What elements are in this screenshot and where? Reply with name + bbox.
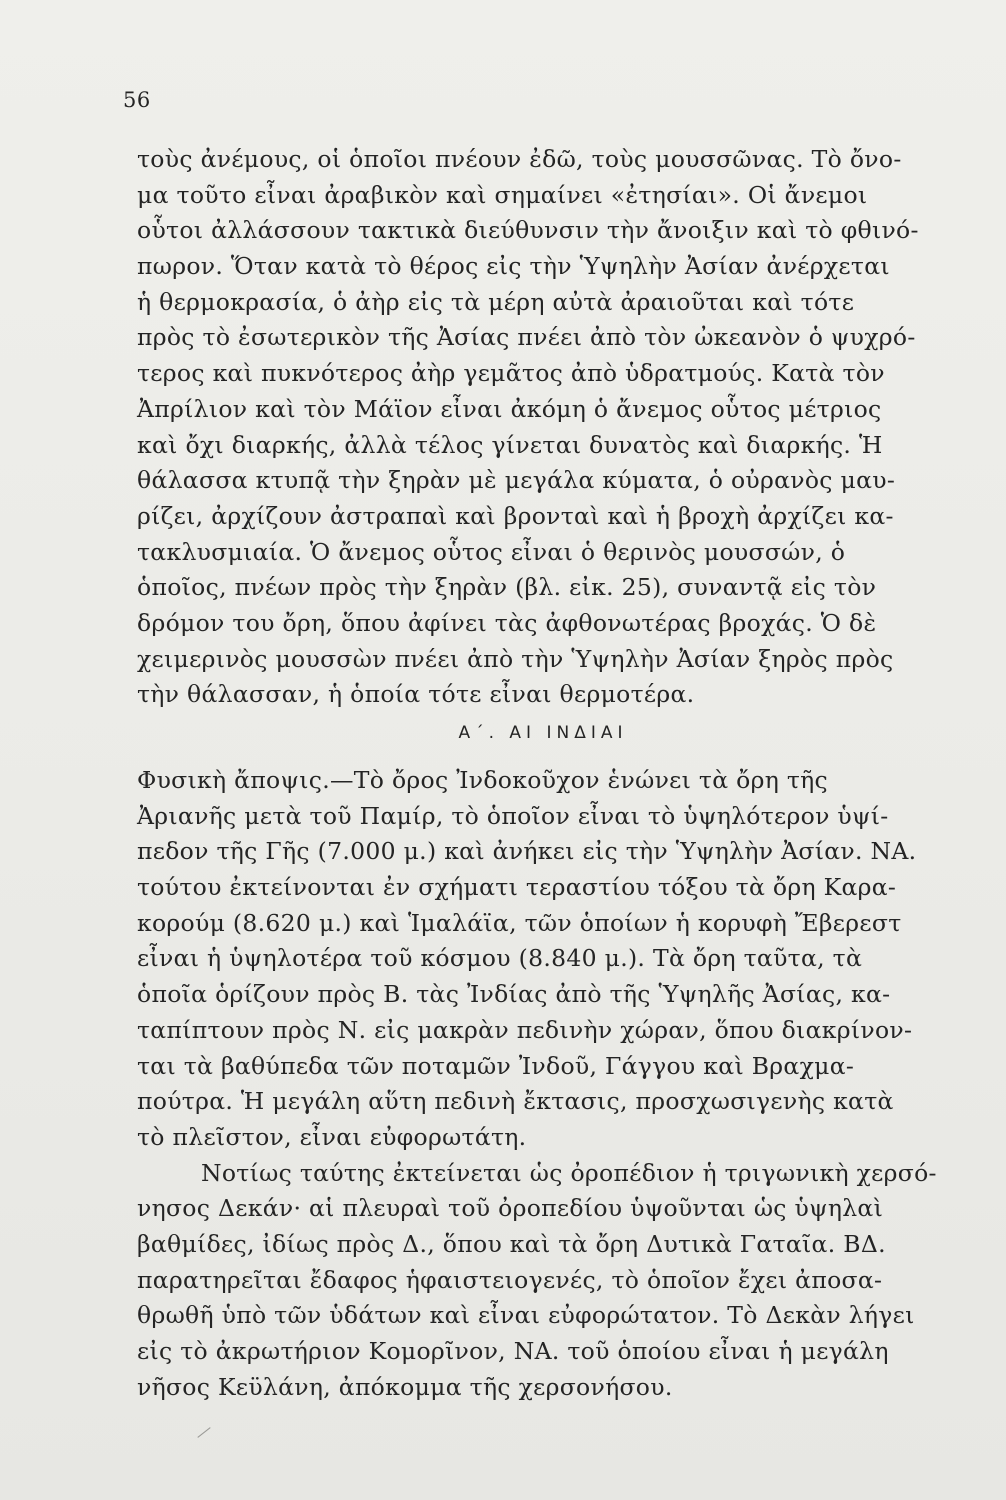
text-line: Ἀπρίλιον καὶ τὸν Μάϊον εἶναι ἀκόμη ὁ ἄνεμος οὗτος μέτριος [137, 394, 882, 423]
text-line: καὶ ὄχι διαρκής, ἀλλὰ τέλος γίνεται δυνατὸς καὶ διαρκής. Ἡ [137, 430, 883, 459]
scan-mark [197, 1427, 210, 1438]
text-line: εἶναι ἡ ὑψηλοτέρα τοῦ κόσμου (8.840 μ.). Τὰ ὄρη ταῦτα, τὰ [137, 944, 863, 973]
text-line: τακλυσμιαία. Ὁ ἄνεμος οὗτος εἶναι ὁ θερινὸς μουσσών, ὁ [137, 537, 846, 566]
text-line: μα τοῦτο εἶναι ἀραβικὸν καὶ σημαίνει «ἐτησίαι». Οἱ ἄνεμοι [137, 180, 868, 209]
text-line: τοὺς ἀνέμους, οἱ ὁποῖοι πνέουν ἐδῶ, τοὺς μουσσῶνας. Τὸ ὄνο- [137, 145, 902, 173]
paragraph-monsoons [137, 142, 952, 713]
text-line: τὸ πλεῖστον, εἶναι εὐφορωτάτη. [137, 1122, 527, 1151]
text-line: βαθμίδες, ἰδίως πρὸς Δ., ὅπου καὶ τὰ ὄρη Δυτικὰ Γαταῖα. ΒΔ. [137, 1229, 886, 1258]
text-line: νῆσος Κεϋλάνη, ἀπόκομμα τῆς χερσονήσου. [137, 1372, 673, 1401]
text-line: πρὸς τὸ ἐσωτερικὸν τῆς Ἀσίας πνέει ἀπὸ τὸν ὠκεανὸν ὁ ψυχρό- [137, 323, 916, 352]
text-line: χειμερινὸς μουσσὼν πνέει ἀπὸ τὴν Ὑψηλὴν Ἀσίαν ξηρὸς πρὸς [137, 644, 894, 673]
text-line: παρατηρεῖται ἔδαφος ἡφαιστειογενές, τὸ ὁποῖον ἔχει ἀποσα- [137, 1265, 883, 1294]
text-line: θάλασσα κτυπᾷ τὴν ξηρὰν μὲ μεγάλα κύματα, ὁ οὐρανὸς μαυ- [137, 466, 896, 495]
text-line: πεδον τῆς Γῆς (7.000 μ.) καὶ ἀνήκει εἰς τὴν Ὑψηλὴν Ἀσίαν. ΝΑ. [137, 837, 917, 866]
text-line: τὴν θάλασσαν, ἡ ὁποία τότε εἶναι θερμοτέρα. [137, 680, 695, 709]
text-line: νησος Δεκάν· αἱ πλευραὶ τοῦ ὀροπεδίου ὑψοῦνται ὡς ὑψηλαὶ [137, 1194, 884, 1223]
text-line: κορούμ (8.620 μ.) καὶ Ἱμαλάϊα, τῶν ὁποίων ἡ κορυφὴ Ἔβερεστ [137, 908, 902, 937]
text-line: Ἀριανῆς μετὰ τοῦ Παμίρ, τὸ ὁποῖον εἶναι τὸ ὑψηλότερον ὑψί- [137, 801, 889, 830]
text-line: εἰς τὸ ἀκρωτήριον Κομορῖνον, ΝΑ. τοῦ ὁποίου εἶναι ἡ μεγάλη [137, 1337, 889, 1365]
text-line: Νοτίως ταύτης ἐκτείνεται ὡς ὀροπέδιον ἡ τριγωνικὴ χερσό- [201, 1158, 937, 1187]
section-heading: Α΄. ΑΙ ΙΝΔΙΑΙ [458, 723, 628, 743]
paragraph-india [137, 763, 952, 1405]
text-line: δρόμον του ὄρη, ὅπου ἀφίνει τὰς ἀφθονωτέρας βροχάς. Ὁ δὲ [137, 608, 877, 637]
text-line: τούτου ἐκτείνονται ἐν σχήματι τεραστίου τόξου τὰ ὄρη Καρα- [137, 873, 897, 902]
text-line: ται τὰ βαθύπεδα τῶν ποταμῶν Ἰνδοῦ, Γάγγου καὶ Βραχμα- [137, 1051, 855, 1080]
text-line: Φυσικὴ ἄποψις.—Τὸ ὄρος Ἰνδοκοῦχον ἑνώνει τὰ ὄρη τῆς [137, 766, 829, 794]
text-line: ρίζει, ἀρχίζουν ἀστραπαὶ καὶ βρονταὶ καὶ ἡ βροχὴ ἀρχίζει κα- [137, 501, 894, 530]
text-line: θρωθῆ ὑπὸ τῶν ὑδάτων καὶ εἶναι εὐφορώτατον. Τὸ Δεκὰν λήγει [137, 1301, 915, 1330]
text-line: τερος καὶ πυκνότερος ἀὴρ γεμᾶτος ἀπὸ ὑδρατμούς. Κατὰ τὸν [137, 359, 885, 388]
text-line: ταπίπτουν πρὸς Ν. εἰς μακρὰν πεδινὴν χώραν, ὅπου διακρίνον- [137, 1015, 913, 1044]
text-line: πούτρα. Ἡ μεγάλη αὕτη πεδινὴ ἔκτασις, προσχωσιγενὴς κατὰ [137, 1087, 894, 1116]
text-line: πωρον. Ὅταν κατὰ τὸ θέρος εἰς τὴν Ὑψηλὴν Ἀσίαν ἀνέρχεται [137, 252, 890, 281]
text-line: ὁποῖα ὁρίζουν πρὸς Β. τὰς Ἰνδίας ἀπὸ τῆς Ὑψηλῆς Ἀσίας, κα- [137, 980, 891, 1009]
text-line: οὗτοι ἀλλάσσουν τακτικὰ διεύθυνσιν τὴν ἄνοιξιν καὶ τὸ φθινό- [137, 216, 919, 245]
text-line: ὁποῖος, πνέων πρὸς τὴν ξηρὰν (βλ. εἰκ. 25), συναντᾷ εἰς τὸν [137, 573, 877, 602]
text-line: ἡ θερμοκρασία, ὁ ἀὴρ εἰς τὰ μέρη αὐτὰ ἀραιοῦται καὶ τότε [137, 287, 855, 316]
page-number: 56 [123, 88, 151, 112]
